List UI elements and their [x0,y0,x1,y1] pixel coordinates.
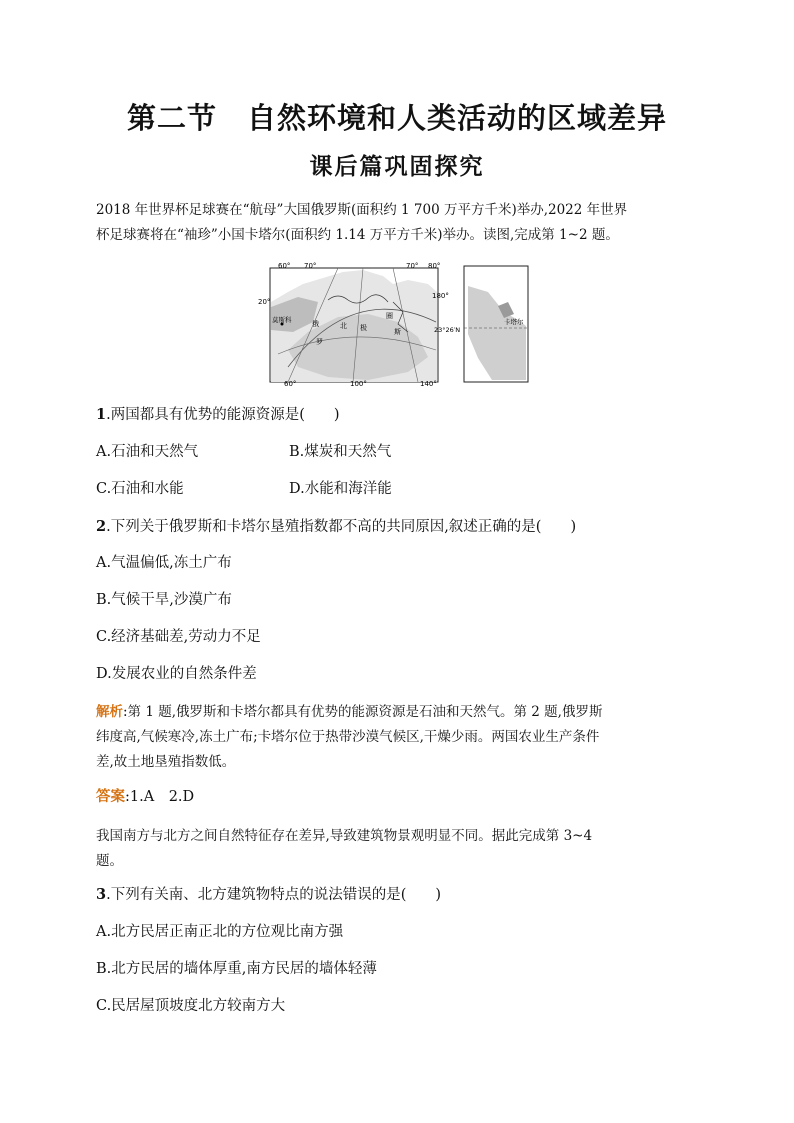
map-label-20-left: 20° [258,298,271,306]
map-figure [258,262,530,388]
map-label-moscow: 莫斯科 [272,316,292,324]
question-1-option-d: D.水能和海洋能 [289,481,392,497]
map-label-70-top-right: 70° [406,262,419,270]
map-label-luo: 罗 [316,338,323,346]
map-label-140-bottom: 140° [420,380,437,388]
answer-block [96,786,716,808]
question-1-number: 1 [96,406,107,423]
qatar-map [434,266,528,382]
map-label-quan: 圈 [386,312,393,320]
map-label-60-top: 60° [278,262,291,270]
question-3-option-a: A.北方民居正南正北的方位观比南方强 [96,924,344,940]
map-label-bei: 北 [340,322,347,330]
question-2-text: .下列关于俄罗斯和卡塔尔垦殖指数都不高的共同原因,叙述正确的是( ) [106,519,577,535]
qatar-country-label: 卡塔尔 [504,318,524,326]
map-label-180: 180° [432,292,449,300]
question-3-option-c: C.民居屋顶坡度北方较南方大 [96,998,286,1014]
analysis-line-3: 差,故土地垦殖指数低。 [96,754,236,770]
question-1-text: .两国都具有优势的能源资源是( ) [106,407,340,423]
question-1-option-c: C.石油和水能 [96,481,184,497]
russia-map [258,262,449,388]
map-label-e: 俄 [312,320,319,328]
question-2 [96,516,716,538]
map-label-ji: 极 [360,324,367,332]
question-2-number: 2 [96,518,107,535]
analysis-block [96,700,702,775]
question-2-option-d: D.发展农业的自然条件差 [96,666,257,682]
question-2-option-c: C.经济基础差,劳动力不足 [96,629,261,645]
map-label-100-bottom: 100° [350,380,367,388]
analysis-line-1: :第 1 题,俄罗斯和卡塔尔都具有优势的能源资源是石油和天然气。第 2 题,俄罗斯 [123,704,603,720]
question-2-option-b: B.气候干旱,沙漠广布 [96,592,232,608]
intro-paragraph-2 [96,824,702,874]
question-3-number: 3 [96,886,107,903]
question-3 [96,884,716,906]
map-label-70-top: 70° [304,262,317,270]
analysis-label: 解析 [96,704,123,720]
question-3-option-b: B.北方民居的墙体厚重,南方民居的墙体轻薄 [96,961,377,977]
question-2-option-a: A.气温偏低,冻土广布 [96,555,232,571]
intro-1-line-2: 杯足球赛将在“袖珍”小国卡塔尔(面积约 1.14 万平方千米)举办。读图,完成第 1~2 题。 [96,227,619,243]
answer-label: 答案 [96,788,125,805]
intro-1-line-1: 2018 年世界杯足球赛在“航母”大国俄罗斯(面积约 1 700 万平方千米)举办,2022 年世界 [96,202,628,218]
map-label-60-bottom: 60° [284,380,297,388]
question-1-option-b: B.煤炭和天然气 [289,444,392,460]
question-1 [96,404,716,426]
intro-2-line-1: 我国南方与北方之间自然特征存在差异,导致建筑物景观明显不同。据此完成第 3~4 [96,828,593,844]
question-1-option-a: A.石油和天然气 [96,444,199,460]
question-3-text: .下列有关南、北方建筑物特点的说法错误的是( ) [106,887,442,903]
intro-2-line-2: 题。 [96,853,123,869]
map-label-80-top-right: 80° [428,262,441,270]
page-title: 第二节 自然环境和人类活动的区域差异 [126,101,667,135]
map-label-si: 斯 [394,328,401,336]
page-subtitle: 课后篇巩固探究 [309,153,485,180]
analysis-line-2: 纬度高,气候寒冷,冻土广布;卡塔尔位于热带沙漠气候区,干燥少雨。两国农业生产条件 [96,729,600,745]
intro-paragraph-1 [96,198,702,248]
qatar-lat-label: 23°26′N [434,326,461,334]
answer-text: :1.A 2.D [125,789,195,805]
